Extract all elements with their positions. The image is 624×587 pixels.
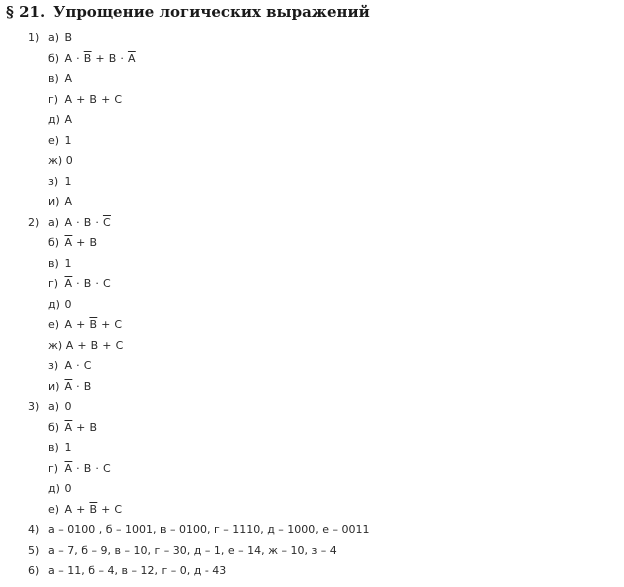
answer-line: а – 7, б – 9, в – 10, г – 30, д – 1, е – 14, ж – 10, з – 4 — [48, 544, 337, 557]
expression-part: + C — [97, 318, 123, 331]
answer-label: и) — [48, 380, 60, 393]
expression-part: 1 — [64, 175, 72, 188]
expression-part: A — [64, 113, 73, 126]
answer-label: г) — [48, 93, 59, 106]
answer-line — [48, 175, 72, 189]
answer-expression — [65, 441, 72, 454]
answer-line — [48, 482, 72, 496]
answer-line — [48, 113, 72, 127]
answer-expression — [65, 93, 123, 106]
answer-label: е) — [48, 134, 60, 147]
question-number: 1) — [28, 31, 40, 44]
answer-expression — [65, 359, 92, 372]
negated-term: $\overline{A}$ — [64, 380, 73, 393]
expression-part: A — [64, 72, 73, 85]
answer-label: а) — [48, 400, 60, 413]
expression-part: A + B + C — [64, 93, 123, 106]
question-number: 3) — [28, 400, 40, 413]
expression-part: 0 — [64, 482, 72, 495]
answer-line — [48, 380, 92, 394]
negated-term: $\overline{A}$ — [64, 277, 73, 290]
answer-label: б) — [48, 421, 60, 434]
answer-expression — [65, 52, 136, 65]
negated-term: $\overline{C}$ — [102, 216, 111, 229]
answer-label: з) — [48, 175, 59, 188]
answer-line — [48, 421, 97, 435]
answer-label: и) — [48, 195, 60, 208]
answer-label: з) — [48, 359, 59, 372]
section-number: § 21. — [6, 3, 46, 21]
answer-label: г) — [48, 277, 59, 290]
answer-label: д) — [48, 482, 60, 495]
negated-term: $\overline{A}$ — [64, 462, 73, 475]
answer-line — [48, 216, 111, 230]
negated-term: $\overline{A}$ — [64, 421, 73, 434]
answer-expression — [65, 31, 73, 44]
expression-part: · B — [72, 380, 92, 393]
answer-line — [48, 236, 97, 250]
answer-label: ж) — [48, 339, 63, 352]
answer-line — [48, 318, 122, 332]
answer-line — [48, 298, 72, 312]
answer-line: а – 11, б – 4, в – 12, г – 0, д - 43 — [48, 564, 227, 577]
answer-label: е) — [48, 503, 60, 516]
answer-label: г) — [48, 462, 59, 475]
answer-line: а – 0100 , б – 1001, в – 0100, г – 1110, д – 1000, е – 0011 — [48, 523, 370, 536]
answer-label: а) — [48, 31, 60, 44]
negated-term: $\overline{B}$ — [83, 52, 92, 65]
negated-term: $\overline{A}$ — [127, 52, 136, 65]
answer-expression — [65, 380, 92, 393]
negated-term: $\overline{B}$ — [89, 318, 98, 331]
expression-part: A + — [64, 318, 90, 331]
answer-line — [48, 72, 72, 86]
answer-label: а) — [48, 216, 60, 229]
answer-label: б) — [48, 52, 60, 65]
answer-line — [48, 441, 72, 455]
expression-part: · B · C — [72, 277, 111, 290]
answer-label: в) — [48, 72, 59, 85]
answer-line — [48, 195, 72, 209]
answer-expression — [65, 236, 98, 249]
answer-label: д) — [48, 298, 60, 311]
answer-expression — [65, 462, 111, 475]
answer-line — [48, 52, 136, 66]
answer-label: в) — [48, 441, 59, 454]
answer-expression — [66, 339, 124, 352]
expression-part: A — [64, 195, 73, 208]
expression-part: A · B · — [64, 216, 103, 229]
answer-line — [48, 359, 92, 373]
answer-expression — [66, 154, 73, 167]
answer-line — [48, 31, 72, 45]
answer-line — [48, 400, 72, 414]
answer-expression — [65, 482, 72, 495]
expression-part: + B — [72, 421, 98, 434]
answer-expression — [65, 175, 72, 188]
expression-part: A · C — [64, 359, 92, 372]
expression-part: 0 — [64, 400, 72, 413]
answer-line — [48, 277, 111, 291]
answer-label: в) — [48, 257, 59, 270]
negated-term: $\overline{B}$ — [89, 503, 98, 516]
expression-part: B — [64, 31, 73, 44]
expression-part: 0 — [65, 154, 74, 167]
expression-part: 1 — [64, 134, 72, 147]
answer-line — [48, 339, 124, 353]
expression-part: + B — [72, 236, 98, 249]
expression-part: A + B + C — [65, 339, 124, 352]
answer-expression — [65, 216, 111, 229]
answer-expression — [65, 400, 72, 413]
answer-label: ж) — [48, 154, 63, 167]
expression-part: A · — [64, 52, 84, 65]
expression-part: + B · — [91, 52, 128, 65]
question-number: 2) — [28, 216, 40, 229]
answer-label: е) — [48, 318, 60, 331]
expression-part: 0 — [64, 298, 72, 311]
answer-line — [48, 503, 122, 517]
answer-label: д) — [48, 113, 60, 126]
question-number: 4) — [28, 523, 40, 536]
expression-part: 1 — [64, 257, 72, 270]
expression-part: 1 — [64, 441, 72, 454]
answer-expression — [65, 113, 73, 126]
answer-expression — [65, 298, 72, 311]
question-number: 6) — [28, 564, 40, 577]
answer-expression — [65, 277, 111, 290]
answer-expression — [65, 72, 73, 85]
answer-expression — [65, 134, 72, 147]
section-heading: Упрощение логических выражений — [53, 3, 370, 21]
answer-line — [48, 93, 122, 107]
expression-part: A + — [64, 503, 90, 516]
negated-term: $\overline{A}$ — [64, 236, 73, 249]
answer-line — [48, 154, 73, 168]
expression-part: · B · C — [72, 462, 111, 475]
answer-expression — [65, 257, 72, 270]
answer-expression — [65, 318, 123, 331]
answer-expression — [65, 421, 98, 434]
question-number: 5) — [28, 544, 40, 557]
answer-expression — [65, 503, 123, 516]
answer-expression — [65, 195, 73, 208]
answer-line — [48, 462, 111, 476]
answer-line — [48, 257, 72, 271]
answer-line — [48, 134, 72, 148]
answer-label: б) — [48, 236, 60, 249]
section-title — [6, 3, 370, 21]
expression-part: + C — [97, 503, 123, 516]
